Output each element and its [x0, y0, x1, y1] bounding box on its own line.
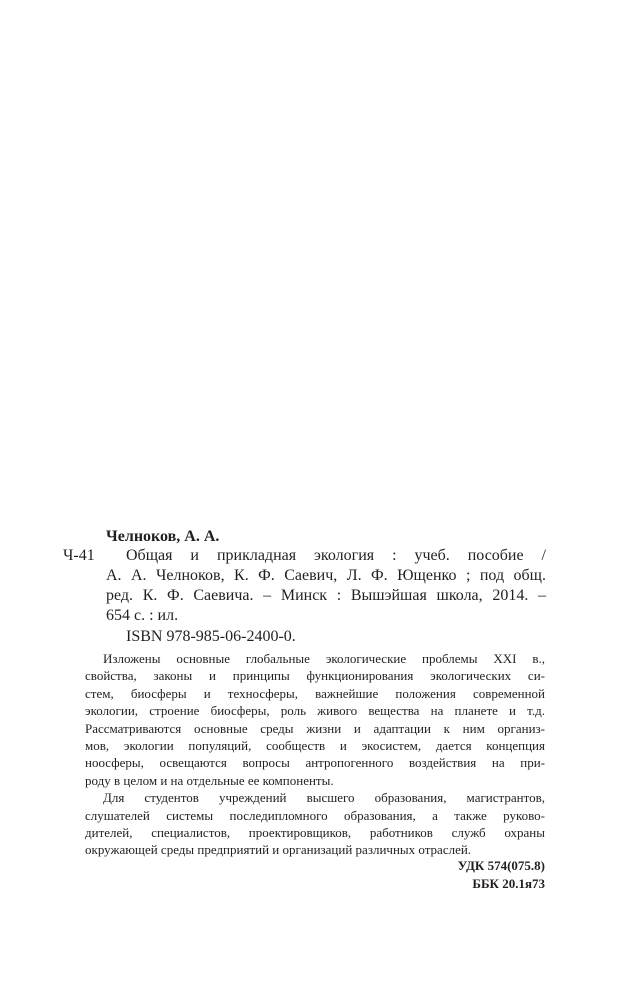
annotation-line: свойства, законы и принципы функционирования экологических си-: [85, 668, 545, 684]
annotation-line: стем, биосферы и техносферы, важнейшие положения современной: [85, 685, 545, 701]
classification-code: Ч-41: [63, 547, 95, 564]
classification-indices: [458, 857, 545, 893]
annotation-line: мов, экологии популяций, сообществ и экосистем, дается концепция: [85, 738, 545, 754]
title-line: Общая и прикладная экология : учеб. пособие /: [126, 547, 546, 564]
udk-index: УДК 574(075.8): [457, 858, 545, 873]
annotation: [85, 650, 545, 859]
authors-line: А. А. Челноков, К. Ф. Саевич, Л. Ф. Ющенко ; под общ.: [106, 567, 546, 584]
author-heading: Челноков, А. А.: [106, 528, 220, 545]
audience-line: слушателей системы последипломного образования, а также руково-: [85, 807, 545, 823]
audience-line: Для студентов учреждений высшего образования, магистрантов,: [103, 790, 545, 806]
annotation-line: Рассматриваются основные среды жизни и адаптации к ним организ-: [85, 720, 545, 736]
annotation-line: ноосферы, освещаются вопросы антропогенного воздействия на при-: [85, 755, 545, 771]
audience-line: дителей, специалистов, проектировщиков, работников служб охраны: [85, 825, 545, 841]
annotation-line: Изложены основные глобальные экологические проблемы XXI в.,: [103, 651, 545, 666]
publisher-line: ред. К. Ф. Саевича. – Минск : Вышэйшая школа, 2014. –: [106, 587, 546, 604]
isbn: ISBN 978-985-06-2400-0.: [126, 628, 296, 645]
audience-line: окружающей среды предприятий и организаций различных отраслей.: [85, 842, 472, 858]
bibliographic-description: [106, 546, 546, 647]
pages-line: 654 с. : ил.: [106, 607, 179, 624]
annotation-line: роду в целом и на отдельные ее компоненты.: [85, 772, 334, 788]
bbk-index: ББК 20.1я73: [472, 876, 545, 891]
annotation-line: экологии, строение биосферы, роль живого вещества на планете и т.д.: [85, 703, 545, 719]
